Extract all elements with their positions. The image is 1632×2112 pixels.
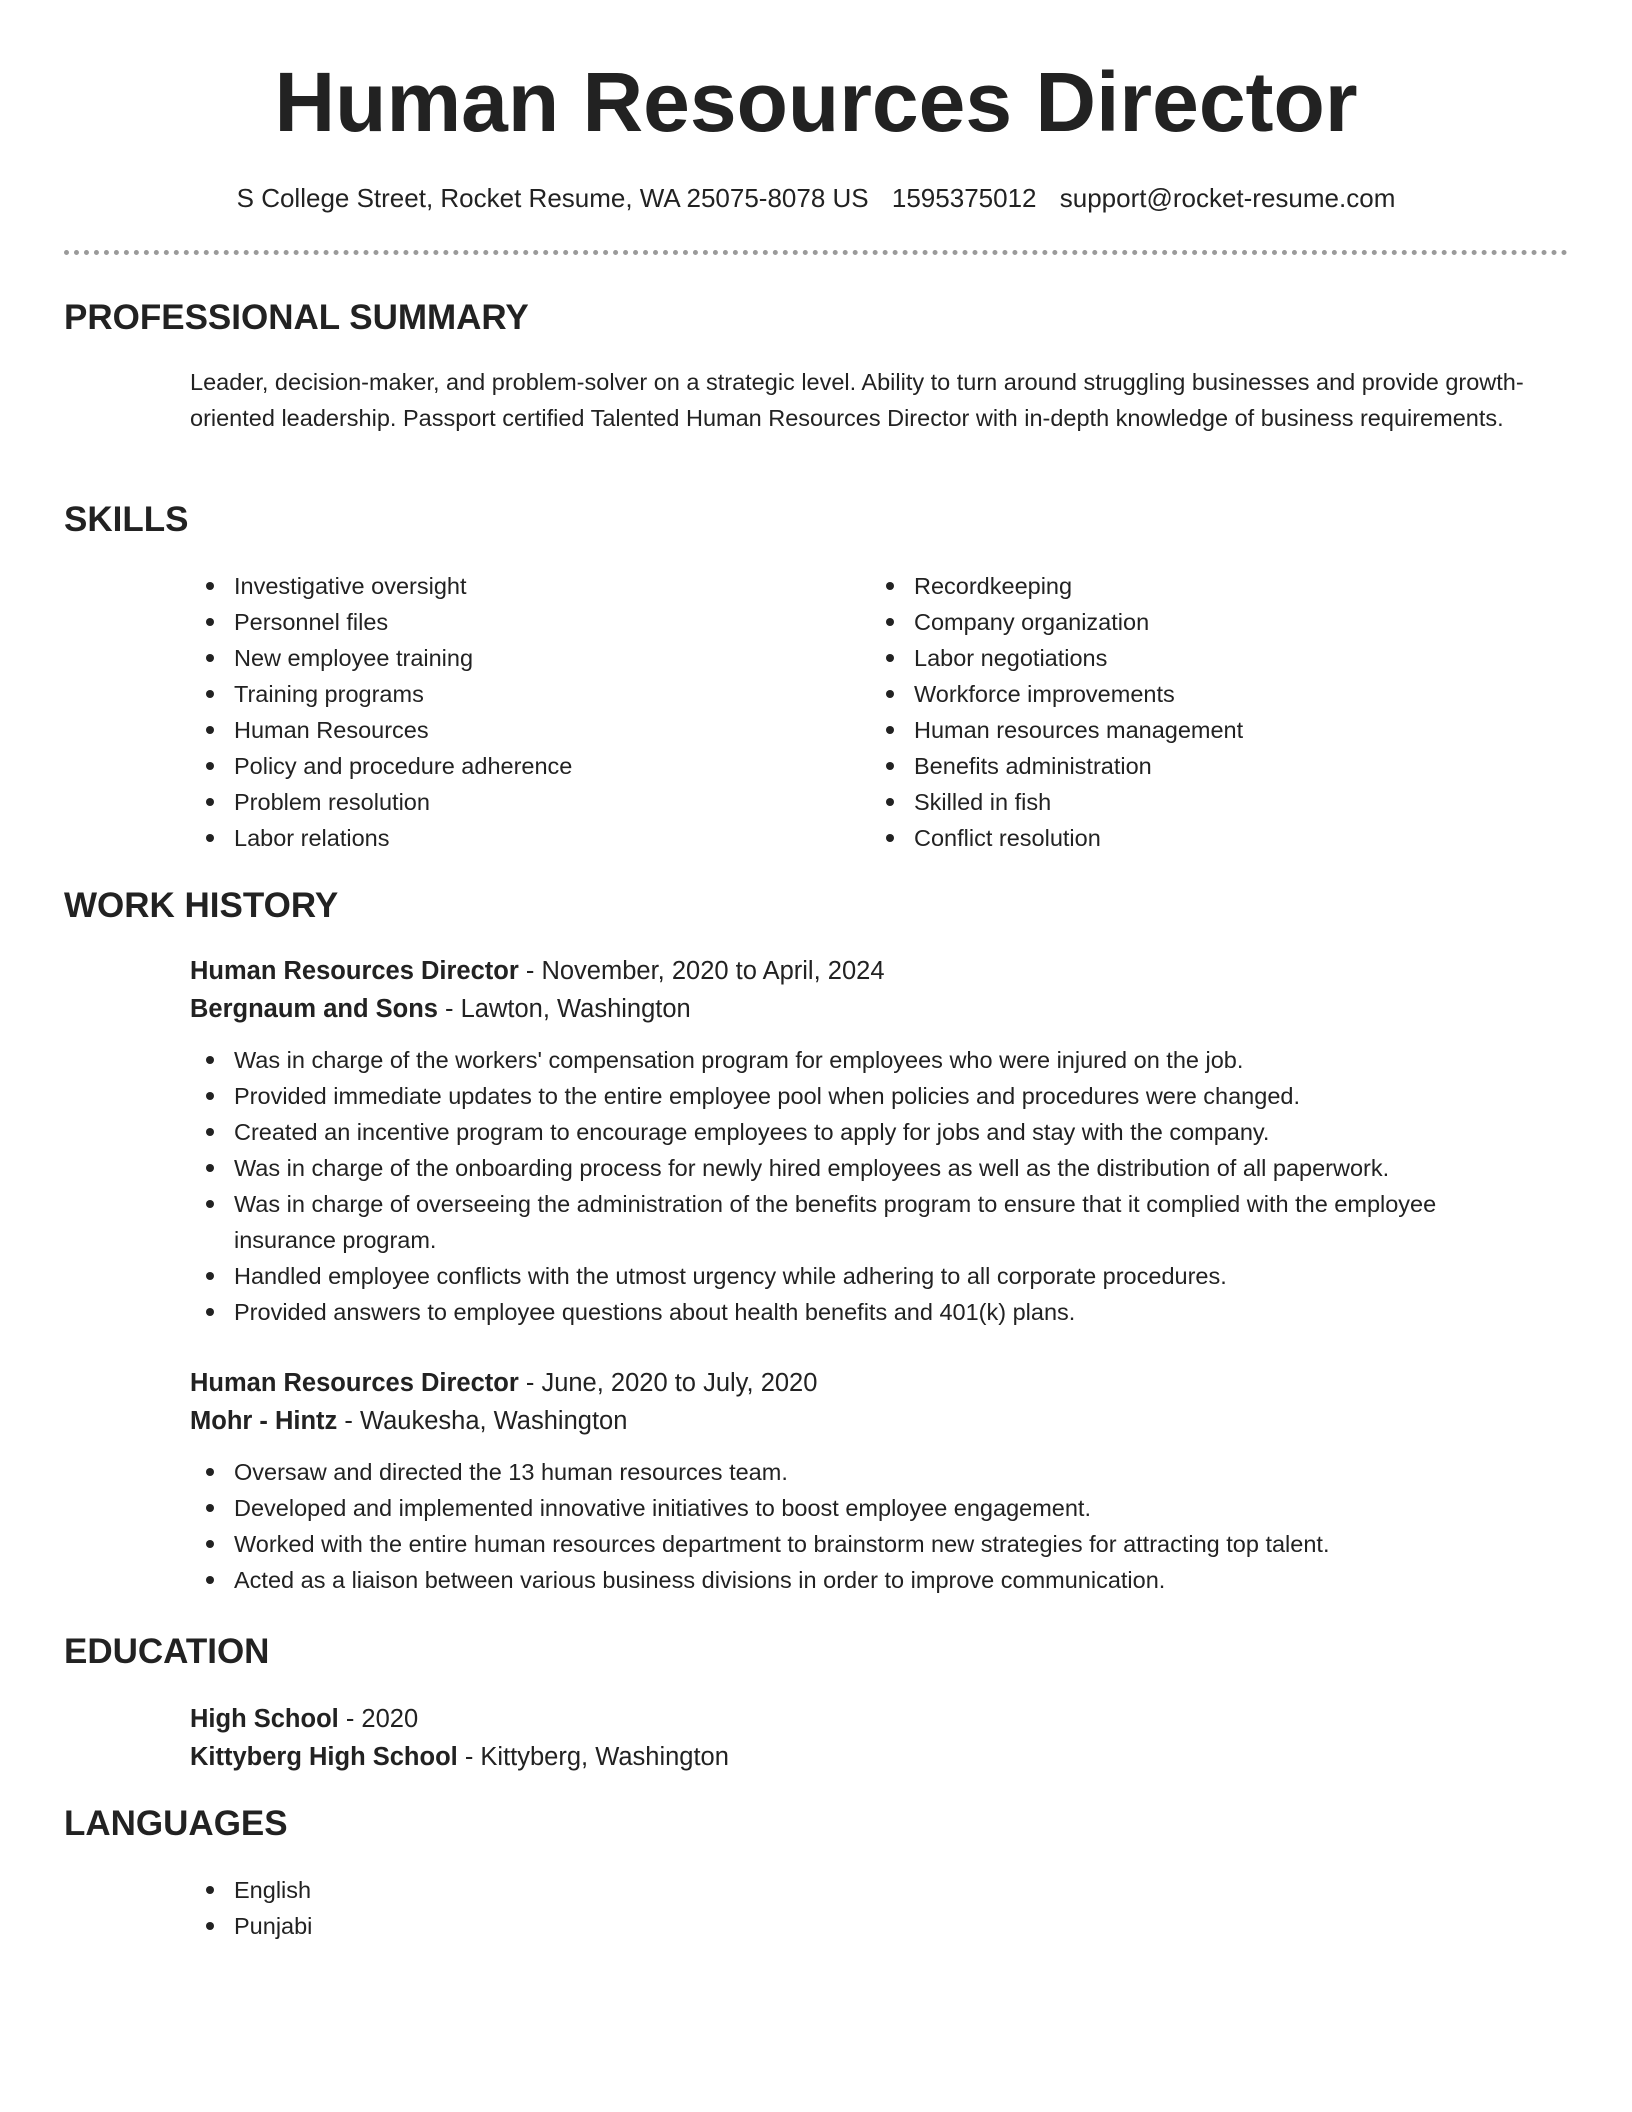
skills-list-left <box>190 568 850 856</box>
job-duties-list <box>190 1042 1530 1330</box>
contact-address: S College Street, Rocket Resume, WA 25075-8078 US <box>236 183 869 213</box>
job-duty: Was in charge of the onboarding process for newly hired employees as well as the distribution of all paperwork. <box>190 1150 1530 1186</box>
job-title-line <box>190 952 1530 990</box>
skill-item: Human resources management <box>870 712 1530 748</box>
job-duty: Created an incentive program to encourage employees to apply for jobs and stay with the company. <box>190 1114 1530 1150</box>
education-school: Kittyberg High School <box>190 1743 458 1771</box>
skill-item: Labor relations <box>190 820 850 856</box>
language-item: English <box>190 1872 312 1908</box>
job-location: - Waukesha, Washington <box>337 1407 628 1435</box>
job-company-line <box>190 990 1530 1028</box>
candidate-name: Human Resources Director <box>274 55 1358 149</box>
job-company: Bergnaum and Sons <box>190 995 438 1023</box>
languages-list <box>190 1872 312 1944</box>
language-item: Punjabi <box>190 1908 312 1944</box>
job-duty: Handled employee conflicts with the utmost urgency while adhering to all corporate procedures. <box>190 1258 1530 1294</box>
section-title-education: EDUCATION <box>64 1632 270 1671</box>
section-title-languages: LANGUAGES <box>64 1804 288 1843</box>
job-duty: Worked with the entire human resources department to brainstorm new strategies for attracting top talent. <box>190 1526 1530 1562</box>
skill-item: Benefits administration <box>870 748 1530 784</box>
header-divider <box>64 250 1568 255</box>
job-company: Mohr - Hintz <box>190 1407 338 1435</box>
skill-item: Workforce improvements <box>870 676 1530 712</box>
contact-line <box>0 180 1632 216</box>
section-title-skills: SKILLS <box>64 500 189 539</box>
job-location: - Lawton, Washington <box>437 995 691 1023</box>
skill-item: Company organization <box>870 604 1530 640</box>
skill-item: Personnel files <box>190 604 850 640</box>
skill-item: Human Resources <box>190 712 850 748</box>
summary-text: Leader, decision-maker, and problem-solver on a strategic level. Ability to turn around struggling businesses and provide growth-oriented leadership. Passport certified Talented Human Resources Director with in-depth knowledge of business requirements. <box>190 369 1524 431</box>
education-degree-line <box>190 1700 1530 1738</box>
skill-item: Skilled in fish <box>870 784 1530 820</box>
job-duties-list <box>190 1454 1530 1598</box>
job-title-line <box>190 1364 1530 1402</box>
job-duty: Acted as a liaison between various business divisions in order to improve communication. <box>190 1562 1530 1598</box>
job-company-line <box>190 1402 1530 1440</box>
contact-email: support@rocket-resume.com <box>1059 183 1396 213</box>
job-duty: Was in charge of overseeing the administration of the benefits program to ensure that it complied with the employee insurance program. <box>190 1186 1530 1258</box>
job-role: Human Resources Director <box>190 1369 519 1397</box>
education-school-line <box>190 1738 1530 1776</box>
job-dates: - June, 2020 to July, 2020 <box>518 1369 818 1397</box>
section-title-work-history: WORK HISTORY <box>64 886 339 925</box>
skill-item: Labor negotiations <box>870 640 1530 676</box>
job-duty: Provided answers to employee questions about health benefits and 401(k) plans. <box>190 1294 1530 1330</box>
job-duty: Developed and implemented innovative initiatives to boost employee engagement. <box>190 1490 1530 1526</box>
skill-item: Conflict resolution <box>870 820 1530 856</box>
education-degree: High School <box>190 1705 339 1733</box>
job-duty: Was in charge of the workers' compensation program for employees who were injured on the job. <box>190 1042 1530 1078</box>
education-entry <box>190 1700 1530 1776</box>
skill-item: Policy and procedure adherence <box>190 748 850 784</box>
education-location: - Kittyberg, Washington <box>457 1743 729 1771</box>
skill-item: Problem resolution <box>190 784 850 820</box>
skill-item: Training programs <box>190 676 850 712</box>
skill-item: New employee training <box>190 640 850 676</box>
skill-item: Recordkeeping <box>870 568 1530 604</box>
section-title-summary: PROFESSIONAL SUMMARY <box>64 298 529 337</box>
job-entry <box>190 1364 1530 1598</box>
skills-list-right <box>870 568 1530 856</box>
contact-phone: 1595375012 <box>891 183 1037 213</box>
job-entry <box>190 952 1530 1330</box>
education-year: - 2020 <box>338 1705 419 1733</box>
skill-item: Investigative oversight <box>190 568 850 604</box>
job-dates: - November, 2020 to April, 2024 <box>518 957 885 985</box>
job-duty: Oversaw and directed the 13 human resources team. <box>190 1454 1530 1490</box>
job-duty: Provided immediate updates to the entire employee pool when policies and procedures were changed. <box>190 1078 1530 1114</box>
job-role: Human Resources Director <box>190 957 519 985</box>
